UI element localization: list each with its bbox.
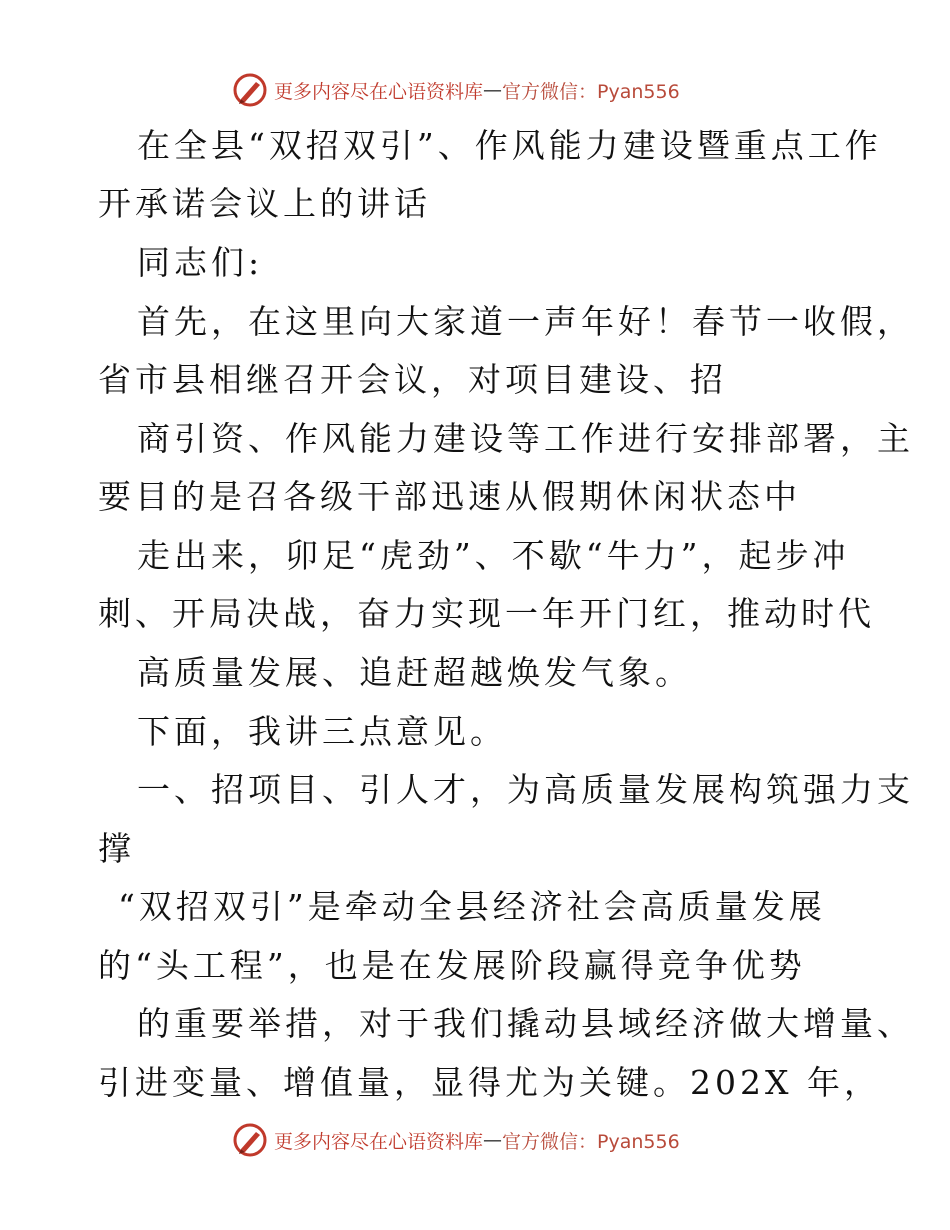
paragraph-line: 首先，在这里向大家道一声年好！春节一收假， bbox=[137, 302, 914, 341]
paragraph-line: 省市县相继召开会议，对项目建设、招 bbox=[98, 360, 727, 399]
section-heading-line-1: 一、招项目、引人才，为高质量发展构筑强力支 bbox=[137, 770, 914, 809]
title-line-2: 开承诺会议上的讲话 bbox=[98, 184, 431, 223]
paragraph-line: 要目的是召各级干部迅速从假期休闲状态中 bbox=[98, 477, 801, 516]
paragraph-line: 引进变量、增值量，显得尤为关键。202X 年， bbox=[98, 1063, 881, 1102]
banner-separator: — bbox=[483, 79, 503, 101]
pen-logo-icon bbox=[232, 72, 268, 108]
paragraph-line: 走出来，卯足“虎劲”、不歇“牛力”，起步冲 bbox=[137, 536, 850, 575]
pen-logo-icon bbox=[232, 1122, 268, 1158]
header-banner bbox=[232, 70, 680, 110]
paragraph-line: 下面，我讲三点意见。 bbox=[137, 712, 507, 751]
paragraph-line: 的“头工程”，也是在发展阶段赢得竞争优势 bbox=[98, 946, 806, 985]
banner-wechat: 官方微信：Pyan556 bbox=[502, 80, 680, 103]
title-line-1: 在全县“双招双引”、作风能力建设暨重点工作 bbox=[137, 126, 882, 165]
banner-wechat: 官方微信：Pyan556 bbox=[502, 1130, 680, 1153]
paragraph-line: 高质量发展、追赶超越焕发气象。 bbox=[137, 653, 692, 692]
paragraph-line: 刺、开局决战，奋力实现一年开门红，推动时代 bbox=[98, 594, 875, 633]
salutation: 同志们: bbox=[137, 243, 264, 282]
paragraph-line: 商引资、作风能力建设等工作进行安排部署，主 bbox=[137, 419, 914, 458]
banner-slogan: 更多内容尽在心语资料库 bbox=[274, 80, 484, 103]
banner-slogan: 更多内容尽在心语资料库 bbox=[274, 1130, 484, 1153]
section-heading-line-2: 撑 bbox=[98, 829, 135, 868]
banner-separator: — bbox=[483, 1129, 503, 1151]
footer-banner bbox=[232, 1120, 680, 1160]
paragraph-line: “双招双引”是牵动全县经济社会高质量发展 bbox=[118, 887, 826, 926]
paragraph-line: 的重要举措，对于我们撬动县域经济做大增量、 bbox=[137, 1004, 914, 1043]
